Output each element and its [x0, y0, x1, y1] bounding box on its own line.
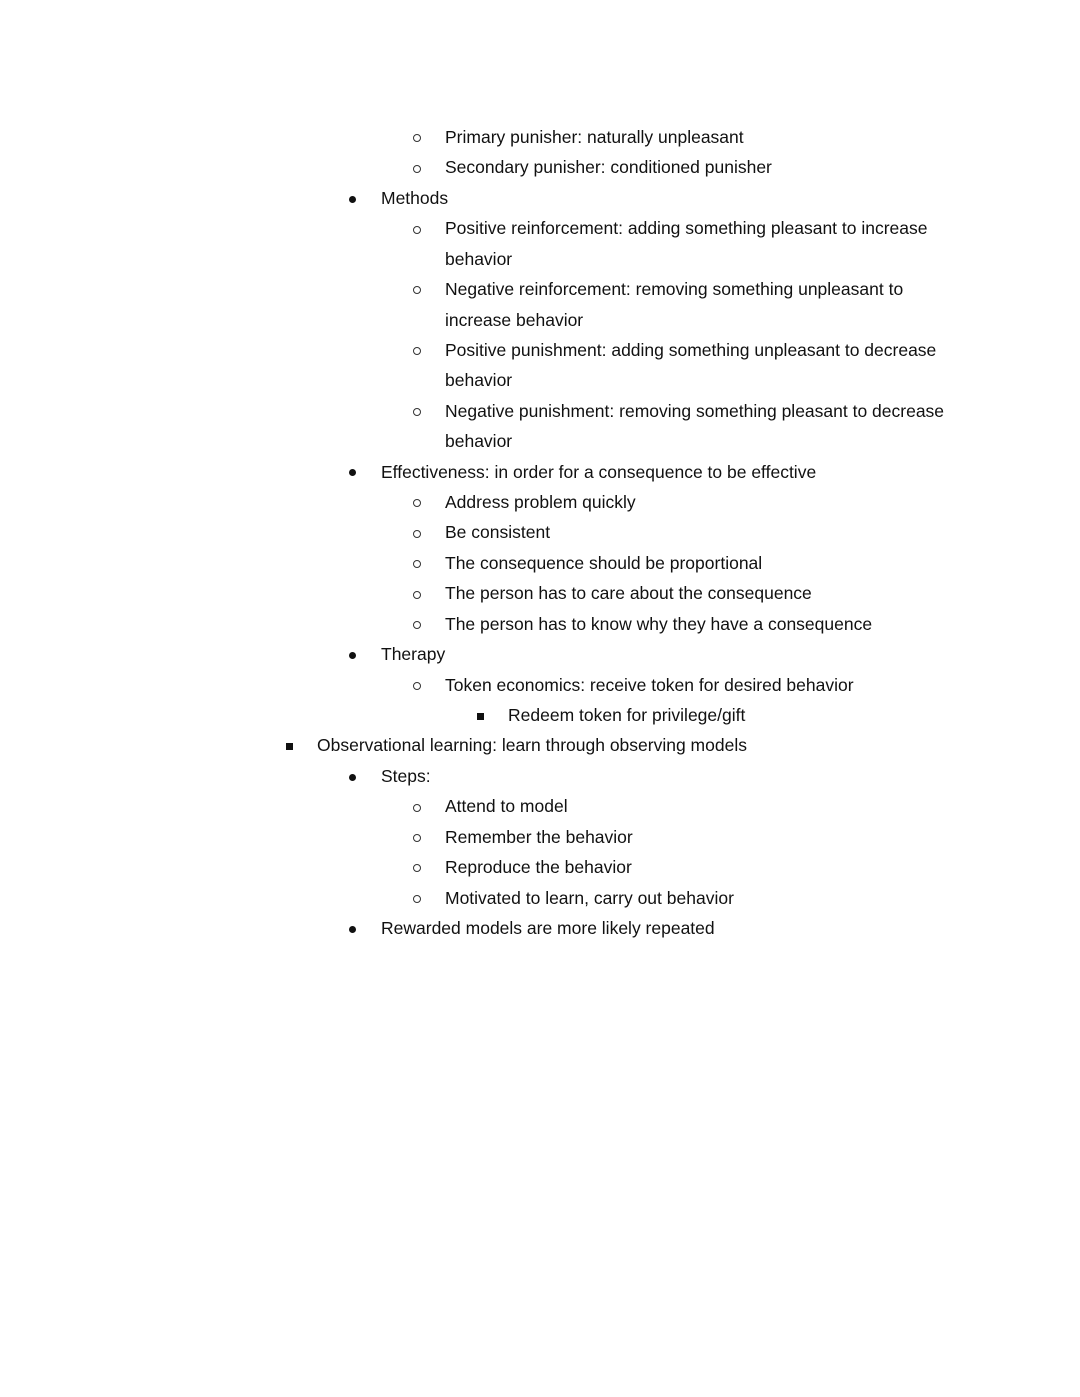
disc-bullet-icon [349, 643, 356, 665]
list-item-text: Reproduce the behavior [445, 857, 632, 878]
circle-bullet-icon [413, 521, 421, 543]
circle-bullet-icon [413, 126, 421, 148]
square-bullet-icon [477, 704, 484, 726]
circle-bullet-icon [413, 582, 421, 604]
square-bullet-icon [286, 734, 293, 756]
list-item-text: Therapy [381, 644, 446, 665]
list-item-text: Token economics: receive token for desired behavior [445, 674, 854, 695]
list-item-text: Positive punishment: adding something unpleasant to decrease [445, 339, 937, 360]
list-item-text: Be consistent [445, 522, 551, 543]
circle-bullet-icon [413, 217, 421, 239]
list-item-text: Steps: [381, 765, 431, 786]
disc-bullet-icon [349, 187, 356, 209]
disc-bullet-icon [349, 765, 356, 787]
circle-bullet-icon [413, 826, 421, 848]
list-item-text: Address problem quickly [445, 492, 636, 513]
list-item-text: Redeem token for privilege/gift [508, 704, 746, 725]
circle-bullet-icon [413, 278, 421, 300]
list-item-text: The person has to care about the consequence [445, 583, 812, 604]
list-item-text: behavior [445, 248, 513, 269]
circle-bullet-icon [413, 156, 421, 178]
circle-bullet-icon [413, 613, 421, 635]
list-item-text: Observational learning: learn through observing models [317, 735, 747, 756]
circle-bullet-icon [413, 552, 421, 574]
list-item-text: Negative reinforcement: removing something unpleasant to [445, 279, 904, 300]
circle-bullet-icon [413, 795, 421, 817]
disc-bullet-icon [349, 461, 356, 483]
list-item-text: Secondary punisher: conditioned punisher [445, 157, 772, 178]
circle-bullet-icon [413, 491, 421, 513]
list-item-text: Primary punisher: naturally unpleasant [445, 127, 744, 147]
list-item-text: Attend to model [445, 796, 568, 817]
disc-bullet-icon [349, 917, 356, 939]
circle-bullet-icon [413, 887, 421, 909]
list-item-text: Negative punishment: removing something pleasant to decrease [445, 400, 945, 421]
circle-bullet-icon [413, 856, 421, 878]
list-item-text: Methods [381, 187, 449, 208]
list-item-text: increase behavior [445, 309, 584, 330]
circle-bullet-icon [413, 400, 421, 422]
circle-bullet-icon [413, 674, 421, 696]
circle-bullet-icon [413, 339, 421, 361]
list-item-text: Motivated to learn, carry out behavior [445, 887, 734, 908]
list-item-text: The consequence should be proportional [445, 552, 763, 573]
list-item-text: Remember the behavior [445, 826, 633, 847]
list-item-text: The person has to know why they have a consequence [445, 613, 873, 634]
list-item-text: Effectiveness: in order for a consequence to be effective [381, 461, 817, 482]
list-item-text: behavior [445, 431, 513, 452]
list-item-text: behavior [445, 370, 513, 391]
list-item-text: Rewarded models are more likely repeated [381, 917, 715, 938]
list-item-text: Positive reinforcement: adding something pleasant to increase [445, 218, 928, 239]
